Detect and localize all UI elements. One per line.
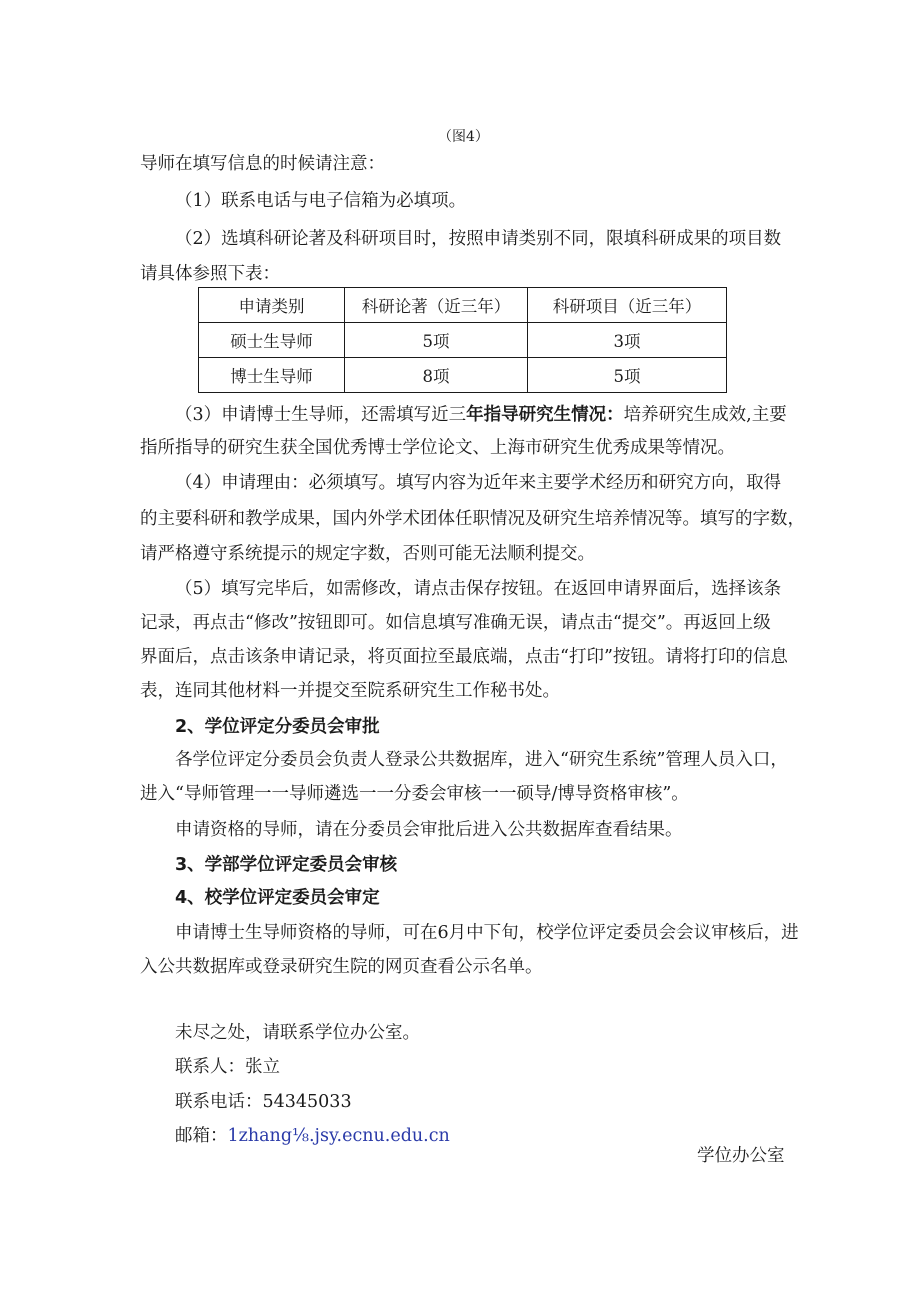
table-header-cell: 科研项目（近三年） — [528, 288, 727, 323]
contact-email-label: 邮箱： — [175, 1126, 228, 1146]
note-5-line-2: 记录，再点击“修改”按钮即可。如信息填写准确无误，请点击“提交”。再返回上级 — [140, 613, 771, 633]
contact-person-label: 联系人： — [175, 1057, 245, 1077]
table-row — [199, 323, 727, 358]
requirements-table — [198, 287, 727, 393]
table-cell: 8项 — [345, 358, 528, 393]
section-4-line-2: 入公共数据库或登录研究生院的网页查看公示名单。 — [140, 957, 543, 977]
contact-phone — [175, 1090, 352, 1114]
section-3-heading: 3、学部学位评定委员会审核 — [175, 855, 398, 875]
note-3-text-b: 培养研究生成效,主要 — [623, 405, 787, 425]
contact-person-name: 张立 — [245, 1057, 280, 1077]
section-4-heading: 4、校学位评定委员会审定 — [175, 888, 380, 908]
section-2-heading: 2、学位评定分委员会审批 — [175, 717, 380, 737]
note-2-line-2: 请具体参照下表： — [140, 264, 280, 284]
section-2-p2: 申请资格的导师，请在分委员会审批后进入公共数据库查看结果。 — [175, 820, 683, 840]
note-3-line-2: 指所指导的研究生获全国优秀博士学位论文、上海市研究生优秀成果等情况。 — [140, 438, 735, 458]
note-5-line-4: 表，连同其他材料一并提交至院系研究生工作秘书处。 — [140, 681, 560, 701]
note-1: （1）联系电话与电子信箱为必填项。 — [175, 191, 467, 211]
section-4-line-1: 申请博士生导师资格的导师，可在6月中下旬，校学位评定委员会会议审核后，进 — [175, 923, 799, 943]
note-4-line-3: 请严格遵守系统提示的规定字数，否则可能无法顺利提交。 — [140, 544, 595, 564]
contact-email — [175, 1124, 450, 1148]
note-4-line-2: 的主要科研和教学成果，国内外学术团体任职情况及研究生培养情况等。填写的字数， — [140, 509, 805, 529]
contact-note: 未尽之处，请联系学位办公室。 — [175, 1023, 420, 1043]
table-cell: 硕士生导师 — [199, 323, 345, 358]
contact-phone-label: 联系电话： — [175, 1092, 263, 1112]
note-3-line-1 — [175, 403, 787, 427]
table-cell: 3项 — [528, 323, 727, 358]
table-cell: 5项 — [345, 323, 528, 358]
intro-text: 导师在填写信息的时候请注意： — [140, 154, 385, 174]
table-row — [199, 358, 727, 393]
contact-person — [175, 1055, 280, 1079]
note-5-line-3: 界面后，点击该条申请记录，将页面拉至最底端，点击“打印”按钮。请将打印的信息 — [140, 647, 788, 667]
table-cell: 5项 — [528, 358, 727, 393]
note-3-bold-text: 年指导研究生情况： — [466, 405, 624, 425]
figure-caption: （图4） — [438, 129, 489, 145]
note-2-line-1: （2）选填科研论著及科研项目时，按照申请类别不同，限填科研成果的项目数 — [175, 229, 782, 249]
table-cell: 博士生导师 — [199, 358, 345, 393]
note-5-line-1: （5）填写完毕后，如需修改，请点击保存按钮。在返回申请界面后，选择该条 — [175, 579, 782, 599]
table-header-row — [199, 288, 727, 323]
section-2-p1-line-2: 进入“导师管理一一导师遴选一一分委会审核一一硕导/博导资格审核”。 — [140, 784, 689, 804]
table-header-cell: 科研论著（近三年） — [345, 288, 528, 323]
table-header-cell: 申请类别 — [199, 288, 345, 323]
contact-email-link[interactable]: 1zhang⅛.jsy.ecnu.edu.cn — [227, 1126, 450, 1146]
note-4-line-1: （4）申请理由：必须填写。填写内容为近年来主要学术经历和研究方向，取得 — [175, 473, 782, 493]
note-3-text-a: （3）申请博士生导师，还需填写近三 — [175, 405, 467, 425]
section-2-p1-line-1: 各学位评定分委员会负责人登录公共数据库，进入“研究生系统”管理人员入口， — [175, 750, 788, 770]
contact-phone-number: 54345033 — [262, 1092, 352, 1112]
signature: 学位办公室 — [697, 1146, 785, 1166]
